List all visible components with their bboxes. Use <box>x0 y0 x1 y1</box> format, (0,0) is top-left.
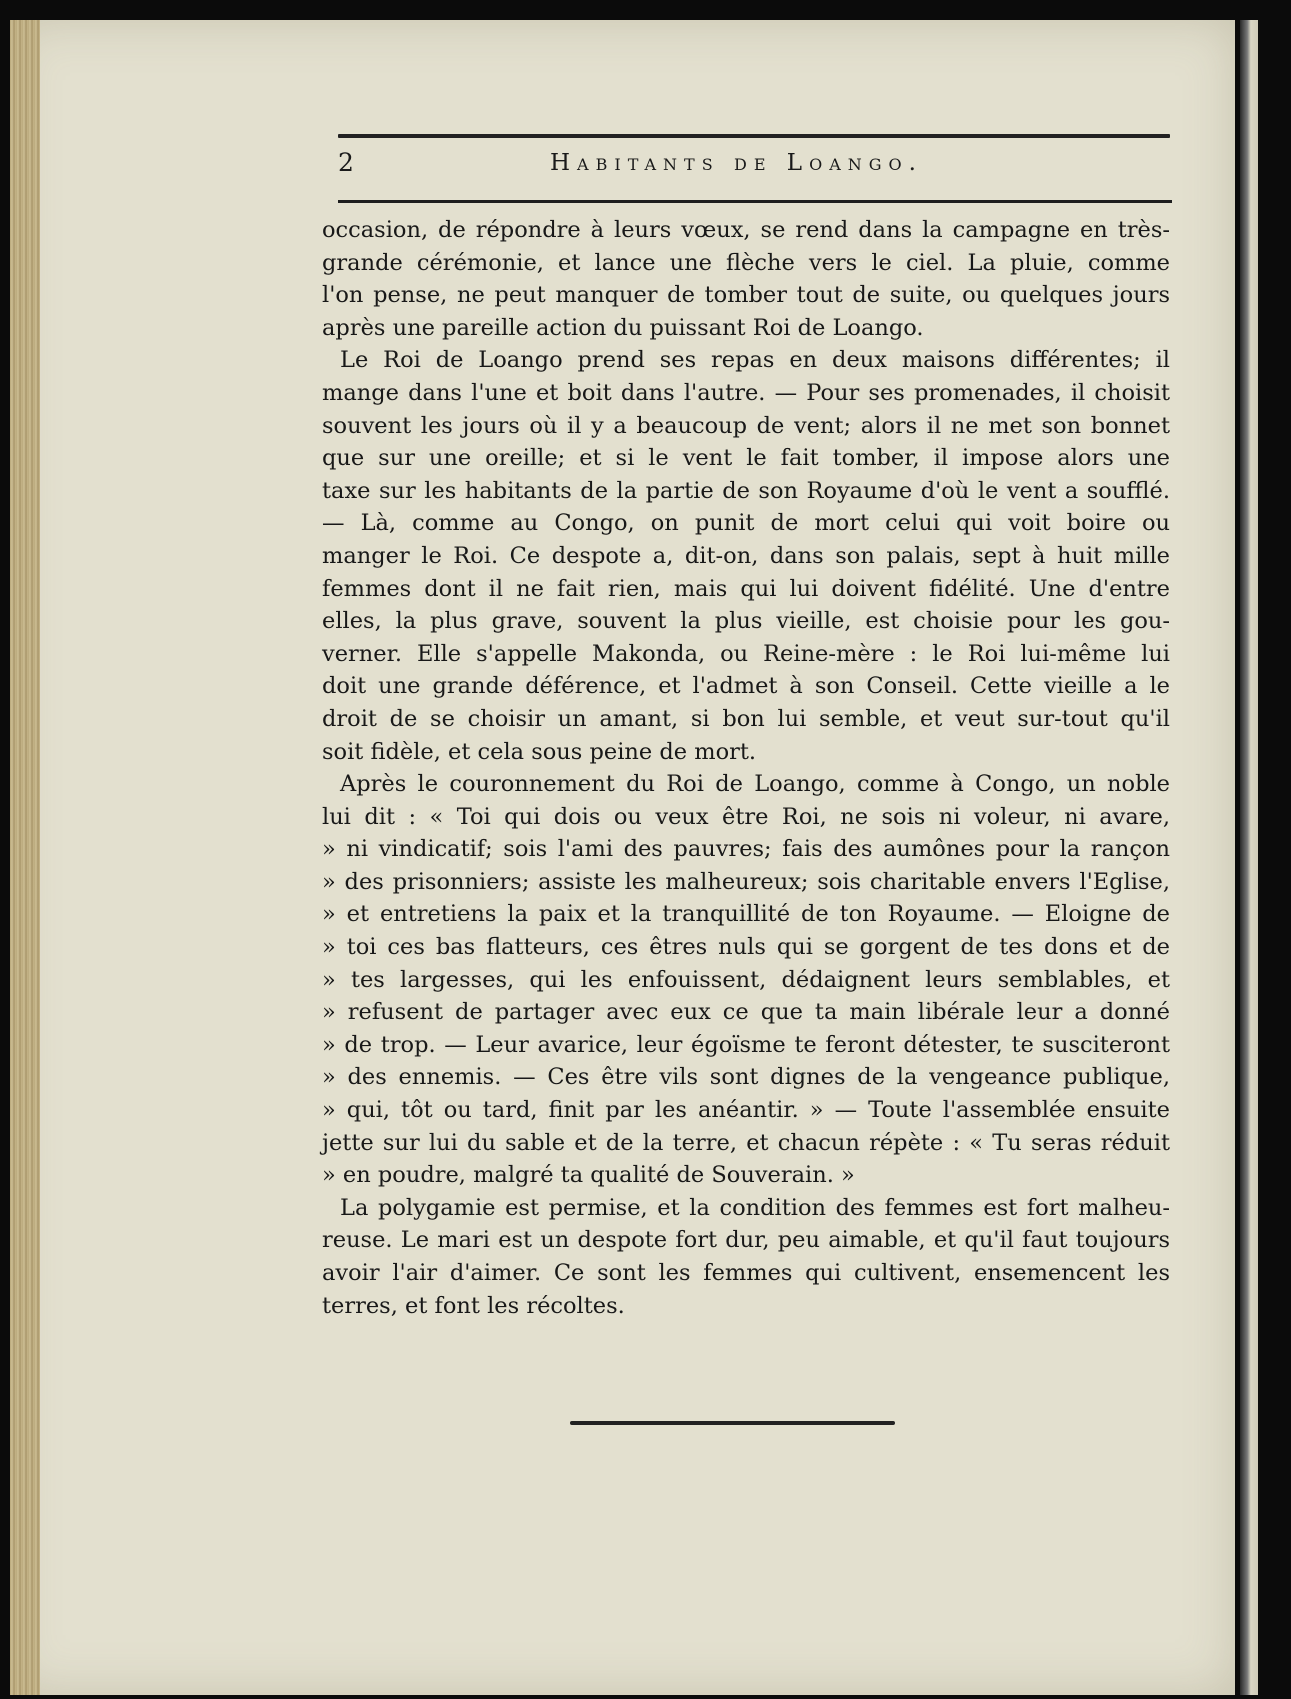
text-line: elles, la plus grave, souvent la plus vieille, est choisie pour les gou- <box>322 608 1170 635</box>
text-line: grande cérémonie, et lance une flèche vers le ciel. La pluie, comme <box>322 249 1170 276</box>
text-line: verner. Elle s'appelle Makonda, ou Reine-mère : le Roi lui-même lui <box>322 640 1170 667</box>
paragraph <box>322 768 1170 1192</box>
text-line: taxe sur les habitants de la partie de son Royaume d'où le vent a soufflé. <box>322 477 1170 504</box>
text-line: soit fidèle, et cela sous peine de mort. <box>322 738 757 765</box>
text-line: » toi ces bas flatteurs, ces êtres nuls qui se gorgent de tes dons et de <box>322 934 1170 961</box>
text-line: terres, et font les récoltes. <box>322 1292 625 1319</box>
facing-page-edge <box>1240 20 1258 1695</box>
paragraph <box>322 344 1170 768</box>
text-line: femmes dont il ne fait rien, mais qui lui doivent fidélité. Une d'entre <box>322 575 1170 602</box>
body-text <box>322 214 1170 1322</box>
text-line: manger le Roi. Ce despote a, dit-on, dans son palais, sept à huit mille <box>322 542 1170 569</box>
text-line: mange dans l'une et boit dans l'autre. — Pour ses promenades, il choisit <box>322 379 1170 406</box>
header-rule-top <box>338 134 1170 138</box>
text-line: » refusent de partager avec eux ce que ta main libérale leur a donné <box>322 999 1170 1026</box>
text-line: » en poudre, malgré ta qualité de Souverain. » <box>322 1162 855 1189</box>
text-line: » et entretiens la paix et la tranquillité de ton Royaume. — Eloigne de <box>322 901 1170 928</box>
text-line: » des prisonniers; assiste les malheureux; sois charitable envers l'Eglise, <box>322 868 1170 895</box>
text-line: » qui, tôt ou tard, finit par les anéantir. » — Toute l'assemblée ensuite <box>322 1097 1170 1124</box>
text-line: — Là, comme au Congo, on punit de mort celui qui voit boire ou <box>322 510 1170 537</box>
text-line: » ni vindicatif; sois l'ami des pauvres; fais des aumônes pour la rançon <box>322 836 1170 863</box>
paragraph <box>322 1192 1170 1322</box>
page-stack-edge <box>10 20 40 1695</box>
text-line: doit une grande déférence, et l'admet à son Conseil. Cette vieille a le <box>322 673 1170 700</box>
text-line: après une pareille action du puissant Roi de Loango. <box>322 314 924 341</box>
text-line: Après le couronnement du Roi de Loango, comme à Congo, un noble <box>340 771 1170 798</box>
text-line: lui dit : « Toi qui dois ou veux être Roi, ne sois ni voleur, ni avare, <box>322 803 1170 830</box>
text-line: que sur une oreille; et si le vent le fait tomber, il impose alors une <box>322 445 1170 472</box>
running-head <box>338 148 1172 188</box>
text-line: avoir l'air d'aimer. Ce sont les femmes qui cultivent, ensemencent les <box>322 1260 1170 1286</box>
header-rule-bottom <box>338 200 1172 203</box>
running-title: Habitants de Loango. <box>550 150 923 176</box>
text-line: occasion, de répondre à leurs vœux, se rend dans la campagne en très- <box>322 217 1170 243</box>
text-line: souvent les jours où il y a beaucoup de vent; alors il ne met son bonnet <box>322 412 1170 439</box>
paragraph <box>322 214 1170 344</box>
text-line: droit de se choisir un amant, si bon lui semble, et veut sur-tout qu'il <box>322 705 1170 732</box>
text-line: La polygamie est permise, et la condition des femmes est fort malheu- <box>340 1194 1170 1221</box>
text-line: » des ennemis. — Ces être vils sont dignes de la vengeance publique, <box>322 1064 1170 1091</box>
text-line: jette sur lui du sable et de la terre, et chacun répète : « Tu seras réduit <box>322 1129 1170 1156</box>
page-number: 2 <box>338 148 354 177</box>
text-line: Le Roi de Loango prend ses repas en deux maisons différentes; il <box>340 347 1170 374</box>
end-ornament-rule <box>570 1421 895 1425</box>
text-line: » tes largesses, qui les enfouissent, dédaignent leurs semblables, et <box>322 966 1170 993</box>
text-line: reuse. Le mari est un despote fort dur, peu aimable, et qu'il faut toujours <box>322 1227 1170 1254</box>
text-line: » de trop. — Leur avarice, leur égoïsme te feront détester, te susciteront <box>322 1031 1170 1058</box>
text-line: l'on pense, ne peut manquer de tomber tout de suite, ou quelques jours <box>322 282 1170 309</box>
